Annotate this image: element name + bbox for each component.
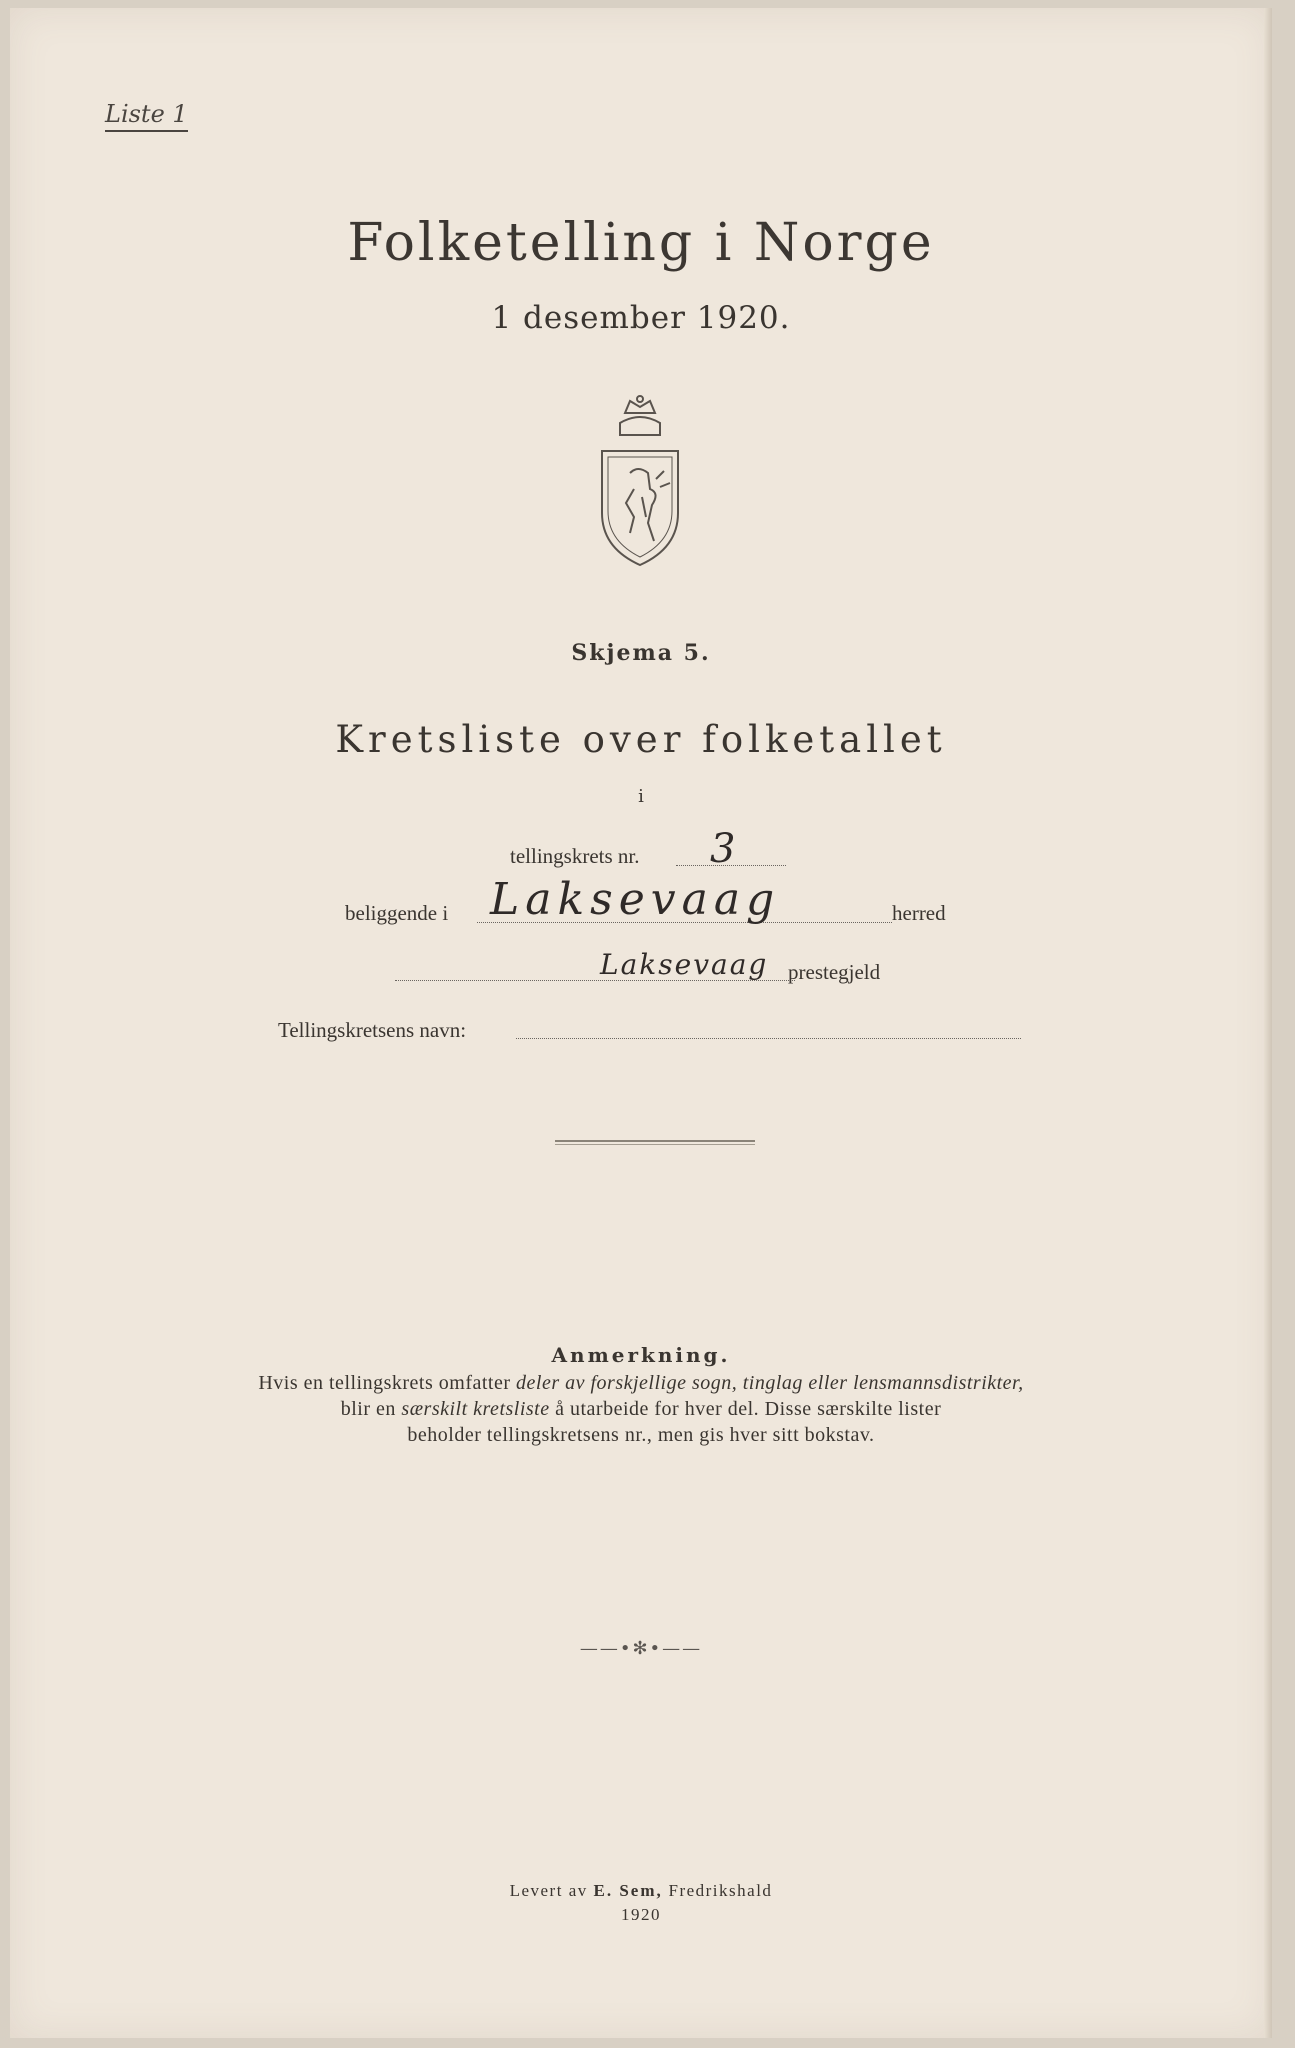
beliggende-label: beliggende i <box>345 901 449 925</box>
coat-of-arms-icon <box>590 393 690 573</box>
note-line-2-text: blir en <box>340 1398 402 1420</box>
note-title: Anmerkning. <box>551 1343 731 1367</box>
note-line-3: beholder tellingskretsens nr., men gis hver sitt bokstav. <box>407 1424 875 1446</box>
navn-label: Tellingskretsens navn: <box>278 1018 467 1042</box>
form-heading: Kretsliste over folketallet <box>335 718 947 761</box>
printer-name: E. Sem, <box>593 1881 663 1900</box>
schema-label: Skjema 5. <box>571 640 711 666</box>
separator-rule <box>555 1140 755 1142</box>
document-title: Folketelling i Norge <box>347 213 935 273</box>
note-line-2 <box>10 1398 1272 1421</box>
krets-label: tellingskrets nr. <box>510 844 640 868</box>
note-line-2-text-end: å utarbeide for hver del. Disse særskilte lister <box>549 1398 942 1420</box>
printer-credit <box>10 1881 1272 1901</box>
herred-label: herred <box>892 901 946 925</box>
note-line-2-italic: særskilt kretsliste <box>401 1398 550 1420</box>
document-sheet <box>10 8 1272 2038</box>
ornament-divider: ——•✻•—— <box>579 1638 703 1659</box>
herred-value: Laksevaag <box>490 874 781 925</box>
navn-dotline <box>516 1038 1021 1039</box>
separator-rule-thin <box>555 1144 755 1145</box>
printer-place: Fredrikshald <box>662 1881 773 1900</box>
corner-note: Liste 1 <box>105 100 188 132</box>
prestegjeld-label: prestegjeld <box>788 960 881 984</box>
prestegjeld-value: Laksevaag <box>600 948 769 981</box>
note-line-1-text: Hvis en tellingskrets omfatter <box>258 1372 517 1394</box>
note-line-1-italic: deler av forskjellige sogn, tinglag eller lensmannsdistrikter, <box>516 1372 1024 1394</box>
printer-prefix: Levert av <box>509 1881 594 1900</box>
document-date: 1 desember 1920. <box>491 300 791 336</box>
printer-year: 1920 <box>621 1905 661 1924</box>
note-line-1 <box>10 1372 1272 1395</box>
krets-value: 3 <box>710 826 736 872</box>
conjunction-label: i <box>638 786 644 807</box>
